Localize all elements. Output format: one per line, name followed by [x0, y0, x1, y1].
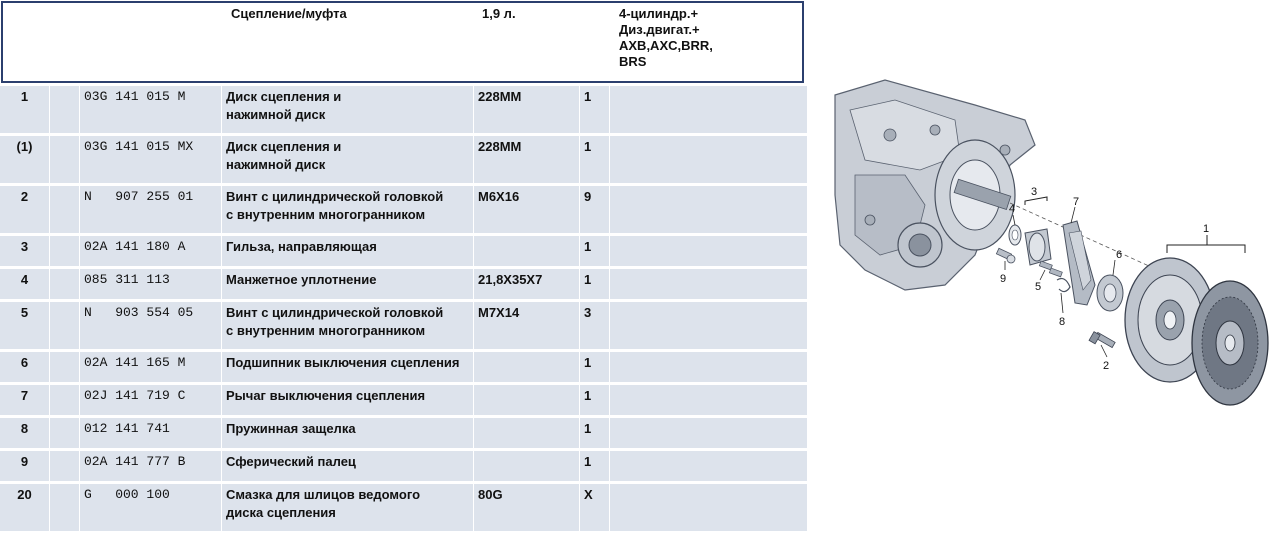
- note-cell: [610, 136, 808, 183]
- table-row: [0, 236, 808, 269]
- spec-cell: [474, 418, 580, 448]
- position-cell: 8: [0, 418, 50, 448]
- table-row: [0, 269, 808, 302]
- position-cell: 9: [0, 451, 50, 481]
- spec-cell: 228MM: [474, 86, 580, 133]
- note-cell: [610, 451, 808, 481]
- empty-cell: [50, 451, 80, 481]
- spec-cell: [474, 385, 580, 415]
- note-cell: [610, 418, 808, 448]
- callout-label: 3: [1031, 186, 1038, 198]
- empty-cell: [50, 186, 80, 233]
- ball-pin-illustration: [996, 248, 1015, 263]
- position-cell: 20: [0, 484, 50, 531]
- callout-label: 4: [1009, 203, 1016, 215]
- empty-cell: [50, 352, 80, 382]
- spec-cell: 80G: [474, 484, 580, 531]
- position-cell: 3: [0, 236, 50, 266]
- table-row: [0, 352, 808, 385]
- empty-cell: [50, 418, 80, 448]
- description-cell: Пружинная защелка: [222, 418, 474, 448]
- spec-cell: [474, 352, 580, 382]
- description-cell: Гильза, направляющая: [222, 236, 474, 266]
- part-number-cell: 03G 141 015 MX: [80, 136, 222, 183]
- note-cell: [610, 186, 808, 233]
- callout-label: 7: [1073, 196, 1080, 208]
- part-number-cell: 02A 141 180 A: [80, 236, 222, 266]
- quantity-cell: 1: [580, 86, 610, 133]
- table-header: [1, 1, 804, 83]
- position-cell: (1): [0, 136, 50, 183]
- table-body: [0, 86, 808, 534]
- empty-cell: [50, 385, 80, 415]
- table-row: [0, 484, 808, 534]
- header-description: Сцепление/муфта: [231, 6, 347, 21]
- description-cell: Манжетное уплотнение: [222, 269, 474, 299]
- note-cell: [610, 385, 808, 415]
- header-engine-volume: 1,9 л.: [482, 6, 516, 21]
- spec-cell: M7X14: [474, 302, 580, 349]
- guide-sleeve-illustration: [1025, 229, 1051, 265]
- description-cell: Сферический палец: [222, 451, 474, 481]
- table-row: [0, 86, 808, 136]
- note-cell: [610, 302, 808, 349]
- callout-label: 6: [1116, 249, 1123, 261]
- position-cell: 5: [0, 302, 50, 349]
- table-row: [0, 302, 808, 352]
- note-cell: [610, 484, 808, 531]
- description-cell: Винт с цилиндрической головкой с внутренним многогранником: [222, 186, 474, 233]
- callout-label: 8: [1059, 316, 1066, 328]
- table-row: [0, 186, 808, 236]
- callout-label: 1: [1203, 223, 1210, 235]
- position-cell: 4: [0, 269, 50, 299]
- part-number-cell: G 000 100: [80, 484, 222, 531]
- description-cell: Рычаг выключения сцепления: [222, 385, 474, 415]
- quantity-cell: 1: [580, 418, 610, 448]
- spec-cell: [474, 451, 580, 481]
- spec-cell: 228MM: [474, 136, 580, 183]
- table-row: [0, 385, 808, 418]
- empty-cell: [50, 86, 80, 133]
- spec-cell: 21,8X35X7: [474, 269, 580, 299]
- quantity-cell: 1: [580, 136, 610, 183]
- quantity-cell: 1: [580, 269, 610, 299]
- table-row: [0, 136, 808, 186]
- description-cell: Смазка для шлицов ведомого диска сцепления: [222, 484, 474, 531]
- description-cell: Винт с цилиндрической головкой с внутренним многогранником: [222, 302, 474, 349]
- table-row: [0, 418, 808, 451]
- note-cell: [610, 236, 808, 266]
- clutch-exploded-diagram: [825, 75, 1275, 415]
- quantity-cell: 1: [580, 385, 610, 415]
- description-cell: Подшипник выключения сцепления: [222, 352, 474, 382]
- empty-cell: [50, 136, 80, 183]
- release-bearing-illustration: [1097, 275, 1123, 311]
- clutch-disc-illustration: [1192, 281, 1268, 405]
- description-cell: Диск сцепления и нажимной диск: [222, 86, 474, 133]
- description-cell: Диск сцепления и нажимной диск: [222, 136, 474, 183]
- quantity-cell: 9: [580, 186, 610, 233]
- spec-cell: [474, 236, 580, 266]
- empty-cell: [50, 302, 80, 349]
- gearbox-housing-illustration: [835, 80, 1038, 290]
- part-number-cell: N 907 255 01: [80, 186, 222, 233]
- callout-label: 9: [1000, 273, 1007, 285]
- quantity-cell: 3: [580, 302, 610, 349]
- quantity-cell: 1: [580, 236, 610, 266]
- screw-illustration: [1089, 332, 1115, 348]
- position-cell: 1: [0, 86, 50, 133]
- seal-illustration: [1009, 225, 1021, 245]
- quantity-cell: 1: [580, 451, 610, 481]
- quantity-cell: 1: [580, 352, 610, 382]
- note-cell: [610, 352, 808, 382]
- spring-clip-illustration: [1057, 279, 1070, 292]
- position-cell: 2: [0, 186, 50, 233]
- part-number-cell: 03G 141 015 M: [80, 86, 222, 133]
- part-number-cell: 02J 141 719 C: [80, 385, 222, 415]
- callout-label: 5: [1035, 281, 1042, 293]
- part-number-cell: 085 311 113: [80, 269, 222, 299]
- table-row: [0, 451, 808, 484]
- quantity-cell: X: [580, 484, 610, 531]
- release-lever-illustration: [1063, 221, 1095, 305]
- empty-cell: [50, 484, 80, 531]
- spec-cell: M6X16: [474, 186, 580, 233]
- part-number-cell: 012 141 741: [80, 418, 222, 448]
- part-number-cell: 02A 141 777 B: [80, 451, 222, 481]
- position-cell: 7: [0, 385, 50, 415]
- header-engine-note: 4-цилиндр.+ Диз.двигат.+ AXB,AXC,BRR, BRS: [619, 6, 713, 69]
- callout-label: 2: [1103, 360, 1110, 372]
- note-cell: [610, 86, 808, 133]
- position-cell: 6: [0, 352, 50, 382]
- part-number-cell: 02A 141 165 M: [80, 352, 222, 382]
- empty-cell: [50, 236, 80, 266]
- note-cell: [610, 269, 808, 299]
- empty-cell: [50, 269, 80, 299]
- part-number-cell: N 903 554 05: [80, 302, 222, 349]
